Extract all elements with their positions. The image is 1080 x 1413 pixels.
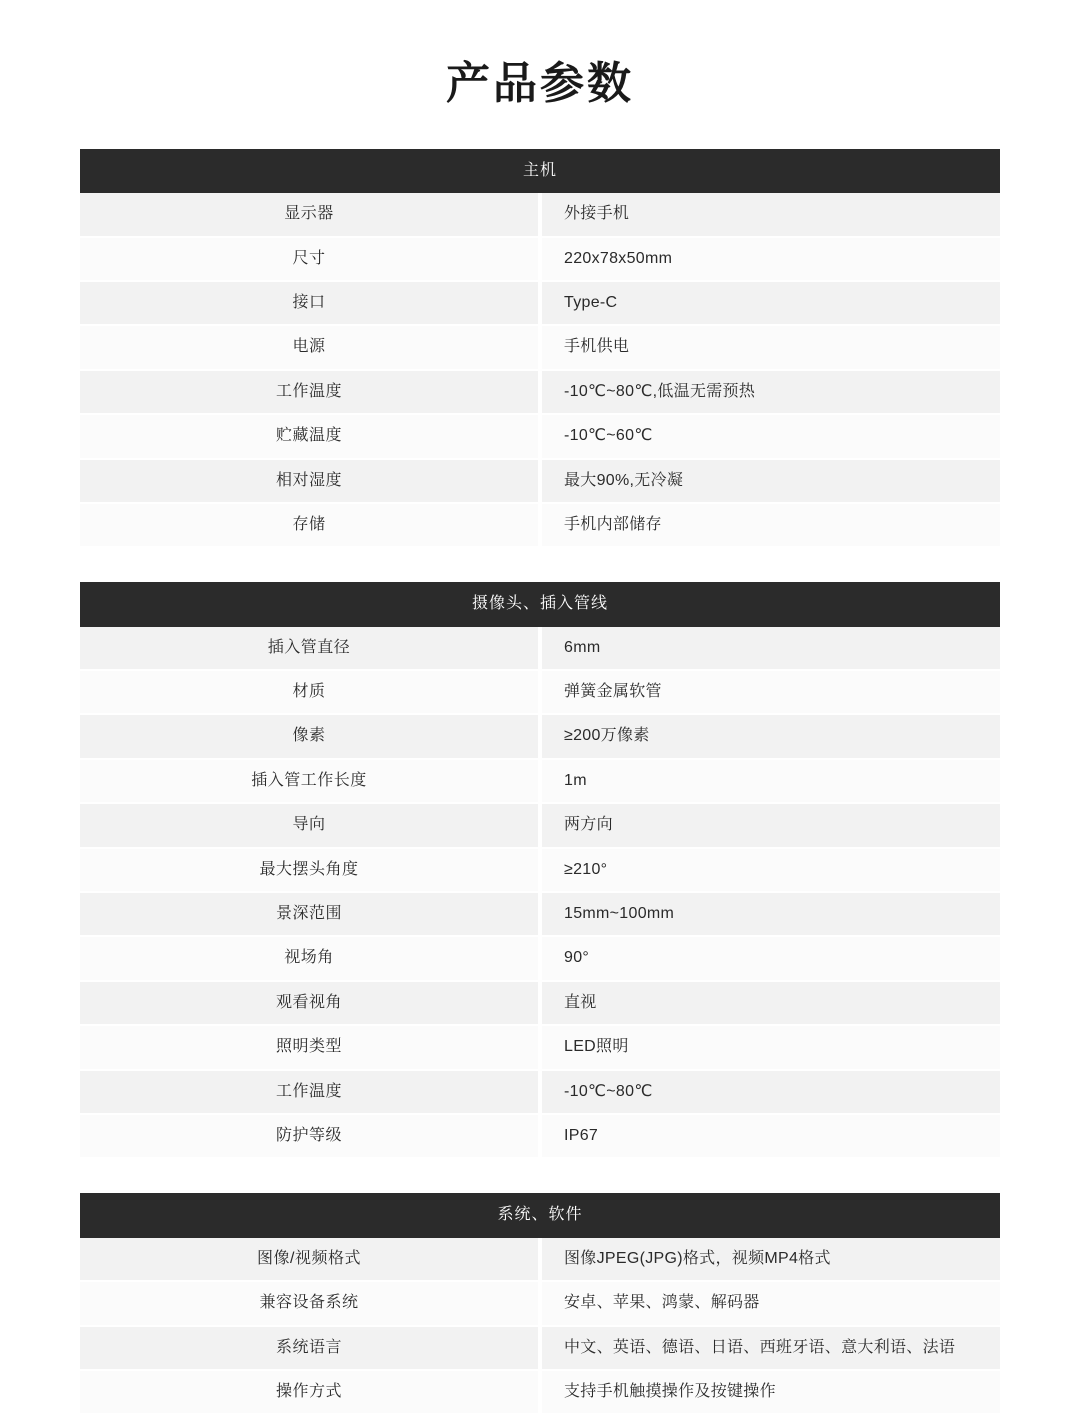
spec-label: 视场角 bbox=[80, 936, 540, 980]
spec-value: ≥200万像素 bbox=[540, 714, 1000, 758]
spec-value: 直视 bbox=[540, 981, 1000, 1025]
table-row bbox=[80, 1070, 1000, 1114]
spec-label: 系统语言 bbox=[80, 1326, 540, 1370]
spec-label: 显示器 bbox=[80, 193, 540, 236]
spec-label: 贮藏温度 bbox=[80, 414, 540, 458]
table-row bbox=[80, 370, 1000, 414]
table-row bbox=[80, 670, 1000, 714]
spec-table-camera bbox=[80, 582, 1000, 1157]
table-row bbox=[80, 414, 1000, 458]
table-row bbox=[80, 503, 1000, 546]
table-row bbox=[80, 1326, 1000, 1370]
spec-label: 像素 bbox=[80, 714, 540, 758]
spec-value: 手机内部储存 bbox=[540, 503, 1000, 546]
spec-label: 最大摆头角度 bbox=[80, 848, 540, 892]
page-title: 产品参数 bbox=[446, 59, 634, 108]
spec-label: 相对湿度 bbox=[80, 459, 540, 503]
table-row bbox=[80, 1370, 1000, 1413]
spec-tables-container bbox=[0, 149, 1080, 1413]
spec-value: 图像JPEG(JPG)格式，视频MP4格式 bbox=[540, 1238, 1000, 1281]
section-header-label: 摄像头、插入管线 bbox=[80, 582, 1000, 626]
spec-label: 接口 bbox=[80, 281, 540, 325]
spec-label: 电源 bbox=[80, 325, 540, 369]
spec-label: 防护等级 bbox=[80, 1114, 540, 1157]
spec-value: 1m bbox=[540, 759, 1000, 803]
spec-table-host bbox=[80, 149, 1000, 547]
table-row bbox=[80, 759, 1000, 803]
spec-label: 图像/视频格式 bbox=[80, 1238, 540, 1281]
spec-value: 安卓、苹果、鸿蒙、解码器 bbox=[540, 1281, 1000, 1325]
table-row bbox=[80, 281, 1000, 325]
table-row bbox=[80, 193, 1000, 236]
spec-value: -10℃~80℃ bbox=[540, 1070, 1000, 1114]
table-row bbox=[80, 325, 1000, 369]
spec-value: 中文、英语、德语、日语、西班牙语、意大利语、法语 bbox=[540, 1326, 1000, 1370]
table-row bbox=[80, 237, 1000, 281]
section-header-row bbox=[80, 582, 1000, 626]
table-row bbox=[80, 1025, 1000, 1069]
table-row bbox=[80, 1281, 1000, 1325]
spec-label: 插入管直径 bbox=[80, 627, 540, 670]
table-row bbox=[80, 459, 1000, 503]
spec-label: 存储 bbox=[80, 503, 540, 546]
spec-value: LED照明 bbox=[540, 1025, 1000, 1069]
spec-label: 观看视角 bbox=[80, 981, 540, 1025]
table-row bbox=[80, 1114, 1000, 1157]
spec-label: 操作方式 bbox=[80, 1370, 540, 1413]
spec-value: 手机供电 bbox=[540, 325, 1000, 369]
table-row bbox=[80, 627, 1000, 670]
spec-value: 支持手机触摸操作及按键操作 bbox=[540, 1370, 1000, 1413]
section-header-label: 主机 bbox=[80, 149, 1000, 193]
spec-value: ≥210° bbox=[540, 848, 1000, 892]
spec-label: 工作温度 bbox=[80, 370, 540, 414]
spec-value: 外接手机 bbox=[540, 193, 1000, 236]
table-row bbox=[80, 1238, 1000, 1281]
section-header-row bbox=[80, 1193, 1000, 1237]
spec-label: 工作温度 bbox=[80, 1070, 540, 1114]
spec-label: 兼容设备系统 bbox=[80, 1281, 540, 1325]
spec-value: 220x78x50mm bbox=[540, 237, 1000, 281]
spec-value: 15mm~100mm bbox=[540, 892, 1000, 936]
spec-value: IP67 bbox=[540, 1114, 1000, 1157]
spec-value: 最大90%,无冷凝 bbox=[540, 459, 1000, 503]
spec-label: 材质 bbox=[80, 670, 540, 714]
spec-label: 导向 bbox=[80, 803, 540, 847]
table-row bbox=[80, 981, 1000, 1025]
spec-value: 6mm bbox=[540, 627, 1000, 670]
spec-label: 插入管工作长度 bbox=[80, 759, 540, 803]
table-row bbox=[80, 892, 1000, 936]
spec-label: 照明类型 bbox=[80, 1025, 540, 1069]
spec-value: -10℃~60℃ bbox=[540, 414, 1000, 458]
table-row bbox=[80, 936, 1000, 980]
table-row bbox=[80, 803, 1000, 847]
spec-value: 90° bbox=[540, 936, 1000, 980]
spec-value: -10℃~80℃,低温无需预热 bbox=[540, 370, 1000, 414]
section-header-row bbox=[80, 149, 1000, 193]
section-header-label: 系统、软件 bbox=[80, 1193, 1000, 1237]
table-row bbox=[80, 714, 1000, 758]
spec-label: 尺寸 bbox=[80, 237, 540, 281]
spec-value: 两方向 bbox=[540, 803, 1000, 847]
spec-label: 景深范围 bbox=[80, 892, 540, 936]
spec-value: 弹簧金属软管 bbox=[540, 670, 1000, 714]
spec-value: Type-C bbox=[540, 281, 1000, 325]
spec-table-system bbox=[80, 1193, 1000, 1413]
table-row bbox=[80, 848, 1000, 892]
